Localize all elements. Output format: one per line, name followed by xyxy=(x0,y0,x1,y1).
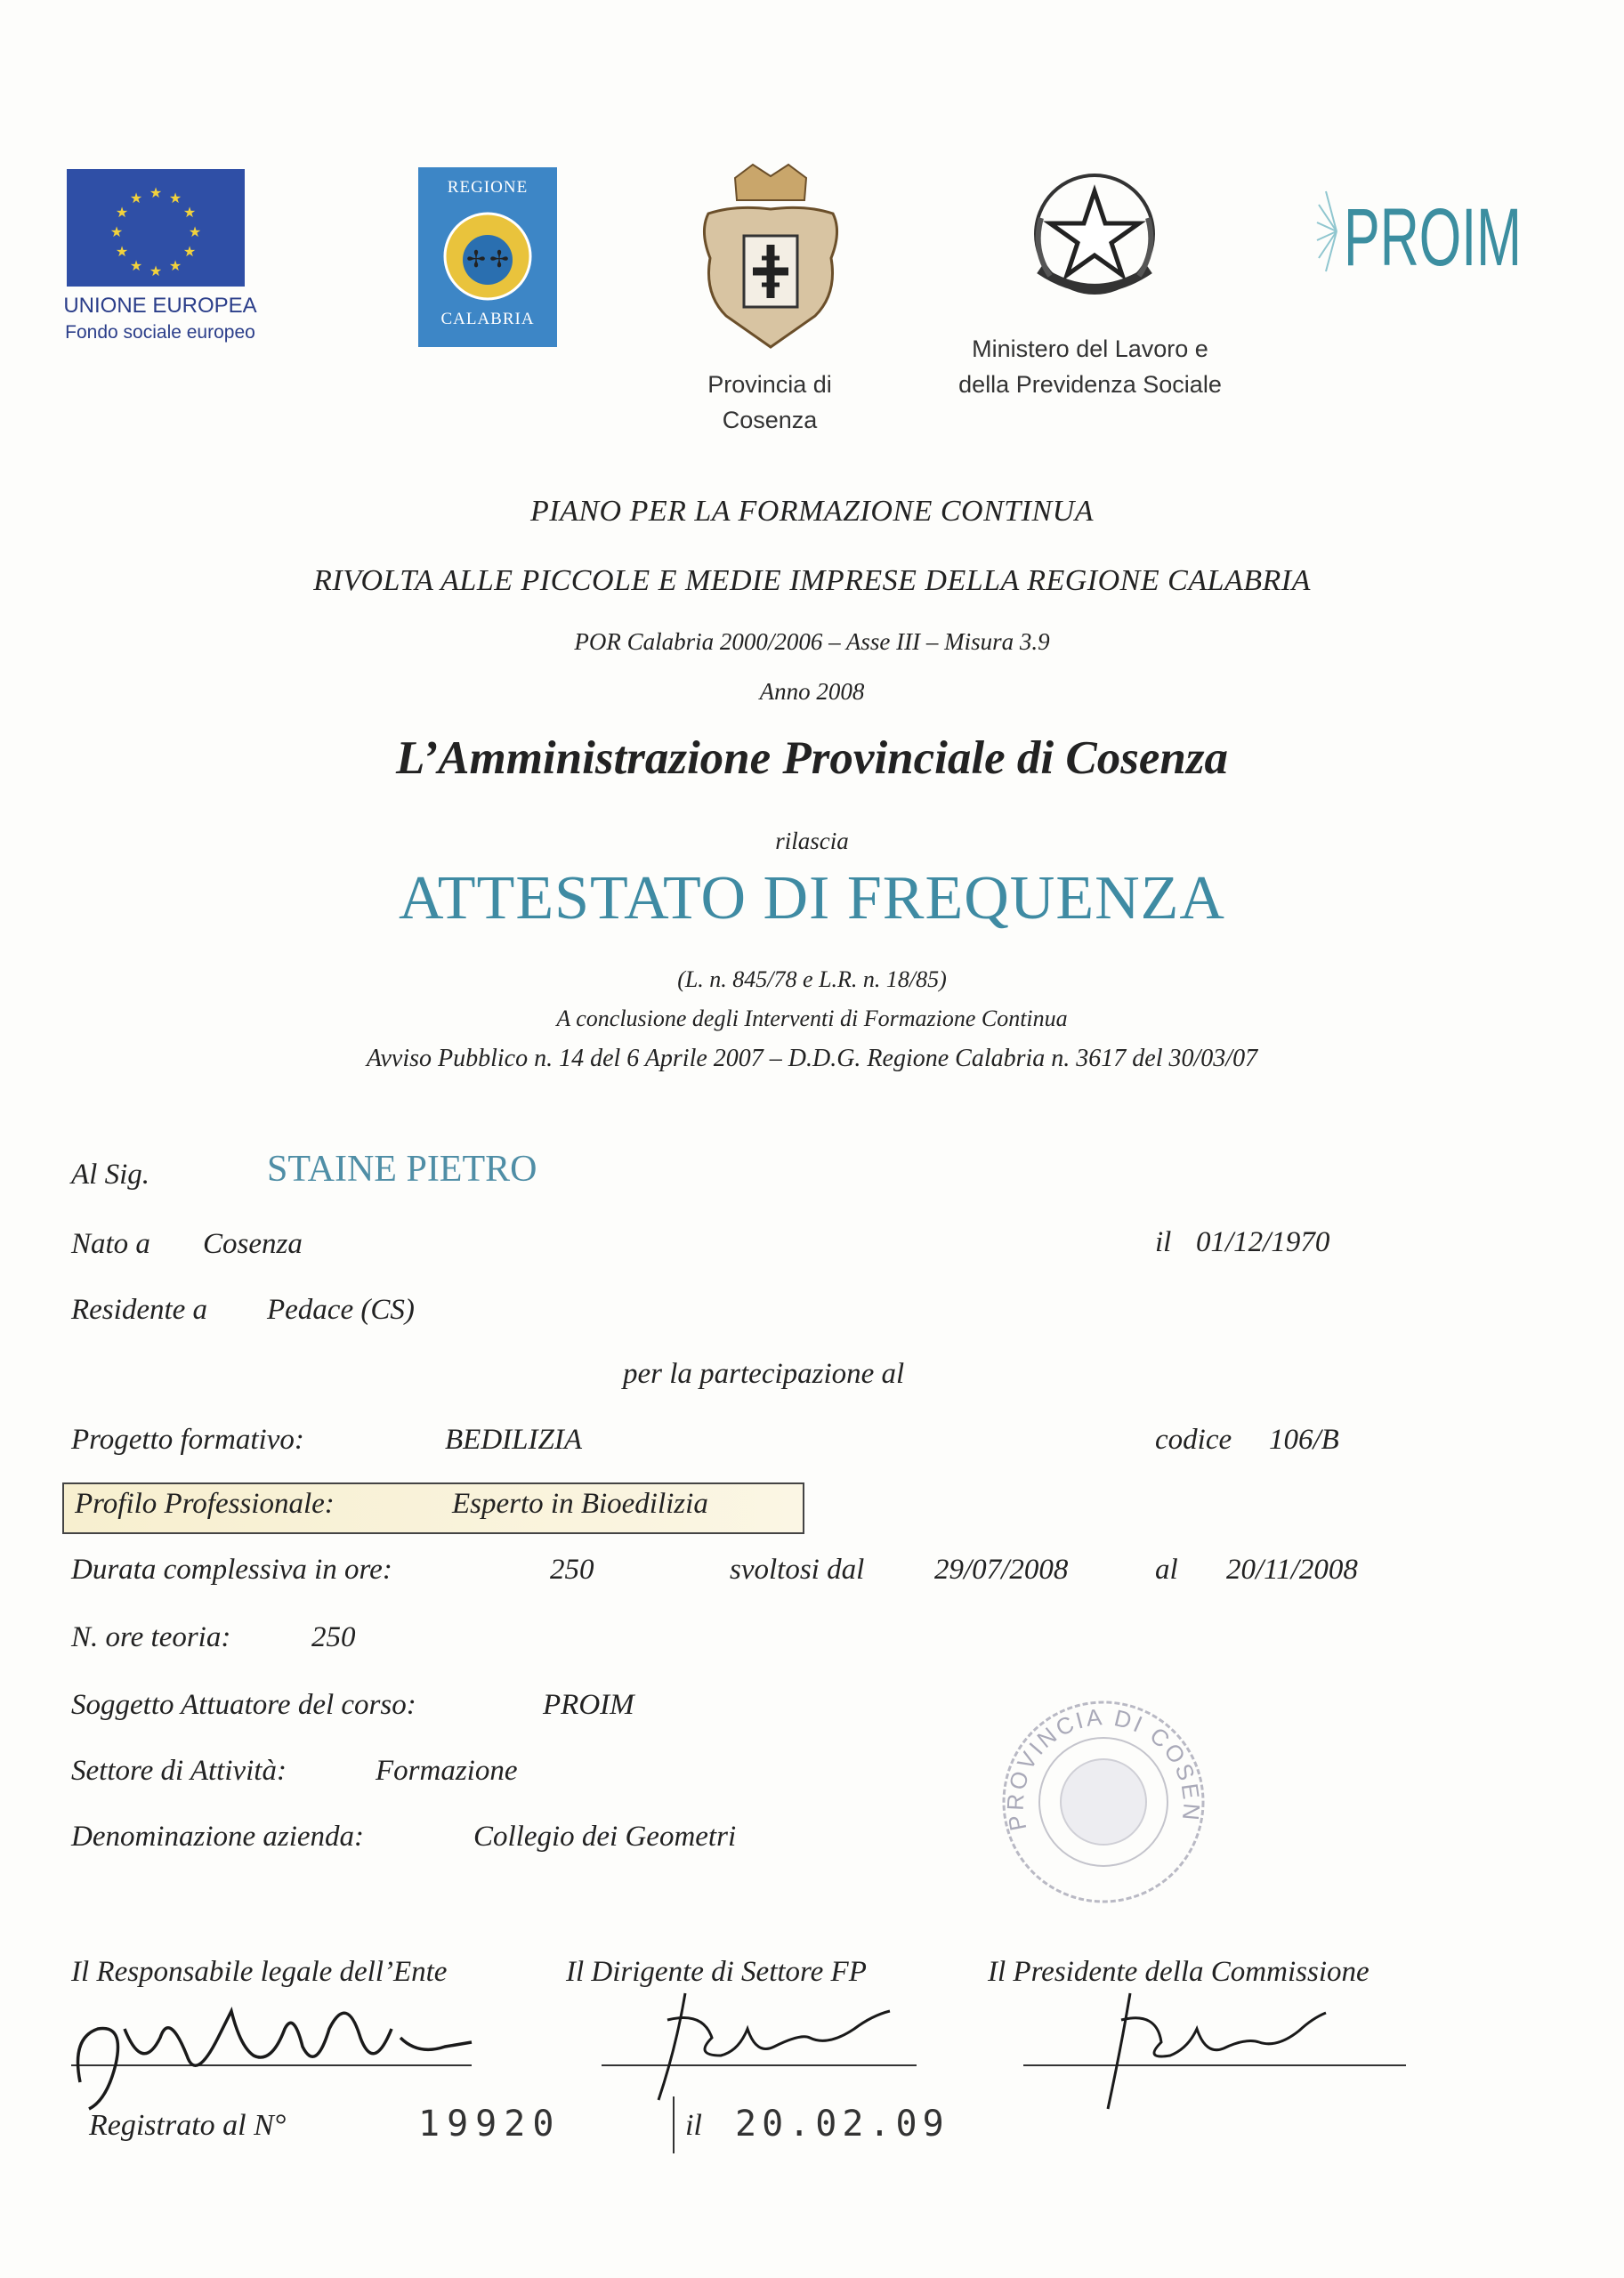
por-line: POR Calabria 2000/2006 – Asse III – Misura 3.9 xyxy=(574,628,1050,655)
registration-date-label: il xyxy=(685,2109,702,2142)
al-label: al xyxy=(1155,1554,1178,1586)
italian-republic-emblem-icon xyxy=(1014,165,1175,307)
durata-value: 250 xyxy=(550,1554,594,1586)
ministero-caption-line2: della Previdenza Sociale xyxy=(958,371,1222,398)
plan-line-2: RIVOLTA ALLE PICCOLE E MEDIE IMPRESE DELLA REGIONE CALABRIA xyxy=(313,564,1311,597)
eu-caption-title: UNIONE EUROPEA xyxy=(63,294,257,318)
rilascia-text: rilascia xyxy=(775,828,849,854)
registration-label: Registrato al N° xyxy=(89,2109,287,2142)
azienda-label: Denominazione azienda: xyxy=(71,1821,365,1853)
svg-text:✢: ✢ xyxy=(466,246,486,273)
provincia-crest-icon xyxy=(691,160,851,356)
settore-value: Formazione xyxy=(376,1755,518,1787)
soggetto-label: Soggetto Attuatore del corso: xyxy=(71,1689,416,1721)
signature-presidente-label: Il Presidente della Commissione xyxy=(988,1956,1369,1988)
regione-logo-top-text: REGIONE xyxy=(447,178,529,197)
registration-date: 20.02.09 xyxy=(735,2104,949,2145)
teoria-label: N. ore teoria: xyxy=(71,1621,231,1653)
profilo-value: Esperto in Bioedilizia xyxy=(452,1488,708,1520)
recipient-name: STAINE PIETRO xyxy=(267,1149,537,1190)
svg-text:★: ★ xyxy=(115,243,129,260)
svg-text:★: ★ xyxy=(129,190,143,206)
ministero-caption-line1: Ministero del Lavoro e xyxy=(972,335,1208,362)
plan-line-1: PIANO PER LA FORMAZIONE CONTINUA xyxy=(529,495,1094,528)
dirigente-signature-scribble xyxy=(623,1967,908,2118)
registration-date-divider xyxy=(673,2096,675,2153)
svg-text:★: ★ xyxy=(188,223,202,240)
svg-text:★: ★ xyxy=(168,257,182,274)
start-date: 29/07/2008 xyxy=(934,1554,1069,1586)
end-date: 20/11/2008 xyxy=(1226,1554,1358,1586)
settore-label: Settore di Attività: xyxy=(71,1755,287,1787)
regione-shield-icon xyxy=(442,210,533,303)
registration-number: 19920 xyxy=(418,2104,562,2145)
svg-text:★: ★ xyxy=(109,223,124,240)
residence-place: Pedace (CS) xyxy=(267,1294,415,1326)
azienda-value: Collegio dei Geometri xyxy=(473,1821,737,1853)
stamp-text: PROVINCIA DI COSEN xyxy=(1001,1703,1206,1833)
anno-line: Anno 2008 xyxy=(759,678,865,705)
signature-dirigente-label: Il Dirigente di Settore FP xyxy=(566,1956,867,1988)
svg-text:★: ★ xyxy=(149,184,163,201)
svg-text:★: ★ xyxy=(115,204,129,221)
birth-place: Cosenza xyxy=(203,1228,303,1260)
durata-label: Durata complessiva in ore: xyxy=(71,1554,392,1586)
codice-label: codice xyxy=(1155,1424,1232,1456)
issuer-heading: L’Amministrazione Provinciale di Cosenza xyxy=(396,732,1228,784)
progetto-label: Progetto formativo: xyxy=(71,1424,304,1456)
provincia-caption xyxy=(676,367,863,438)
avviso-line: Avviso Pubblico n. 14 del 6 Aprile 2007 – D.D.G. Regione Calabria n. 3617 del 30/03/07 xyxy=(366,1045,1258,1072)
conclusion-line: A conclusione degli Interventi di Formazione Continua xyxy=(556,1006,1068,1031)
provincia-caption-line1: Provincia di xyxy=(707,371,832,398)
codice-value: 106/B xyxy=(1269,1424,1339,1456)
birth-date-label: il xyxy=(1155,1226,1172,1258)
svg-text:★: ★ xyxy=(168,190,182,206)
proim-logo-text: PROIM xyxy=(1344,192,1522,283)
birth-date: 01/12/1970 xyxy=(1196,1226,1330,1258)
progetto-value: BEDILIZIA xyxy=(445,1424,582,1456)
provincia-stamp xyxy=(997,1695,1210,1909)
profilo-label: Profilo Professionale: xyxy=(75,1488,335,1520)
regione-logo-bottom-text: CALABRIA xyxy=(440,310,535,328)
responsabile-signature-scribble xyxy=(62,1975,481,2118)
residente-label: Residente a xyxy=(71,1294,208,1326)
al-sig-label: Al Sig. xyxy=(71,1159,149,1191)
law-reference: (L. n. 845/78 e L.R. n. 18/85) xyxy=(677,966,947,992)
presidente-signature-scribble xyxy=(1068,1967,1335,2118)
eu-flag-logo xyxy=(67,169,245,287)
signature-responsabile-label: Il Responsabile legale dell’Ente xyxy=(71,1956,448,1988)
proim-logo xyxy=(1317,169,1539,294)
svg-text:★: ★ xyxy=(182,243,197,260)
eu-caption-subtitle: Fondo sociale europeo xyxy=(65,322,255,343)
svoltosi-label: svoltosi dal xyxy=(730,1554,865,1586)
ministero-caption xyxy=(925,331,1255,402)
provincia-caption-line2: Cosenza xyxy=(722,407,818,433)
document-title: ATTESTATO DI FREQUENZA xyxy=(399,864,1225,933)
teoria-value: 250 xyxy=(311,1621,356,1653)
participation-intro: per la partecipazione al xyxy=(623,1358,905,1390)
svg-text:✢: ✢ xyxy=(489,246,509,273)
svg-text:★: ★ xyxy=(182,204,197,221)
svg-text:★: ★ xyxy=(149,263,163,279)
soggetto-value: PROIM xyxy=(543,1689,634,1721)
nato-label: Nato a xyxy=(71,1228,150,1260)
svg-text:★: ★ xyxy=(129,257,143,274)
